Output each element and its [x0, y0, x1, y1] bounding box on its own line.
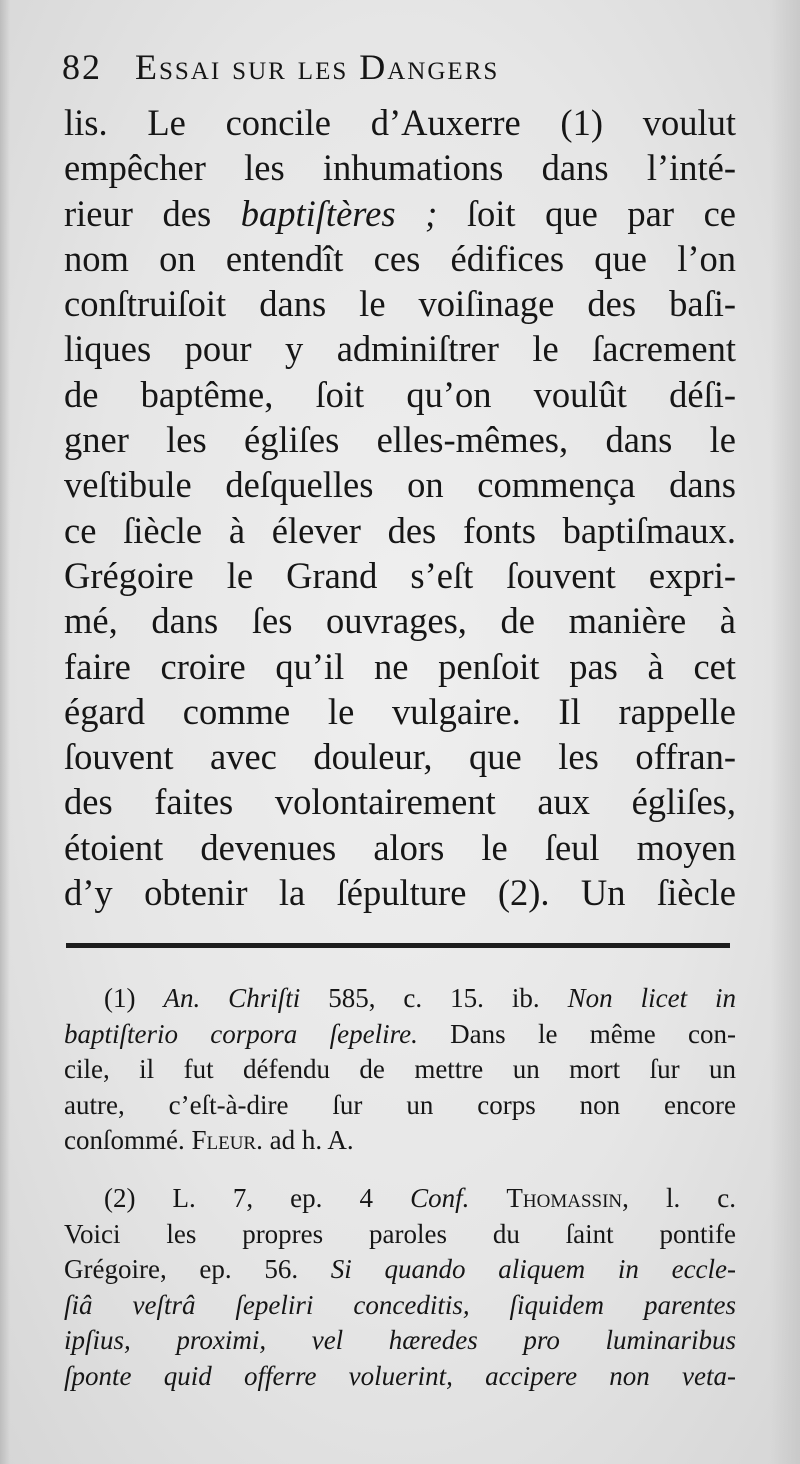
footnote-line [64, 1252, 736, 1288]
italic-citation: Conf. [410, 1183, 470, 1213]
footnote-line: ſiâ veſtrâ ſepeliri conceditis, ſiquidem parentes [64, 1289, 736, 1320]
footnote-line: ſponte quid offerre voluerint, accipere non veta- [64, 1360, 736, 1391]
italic-quote: Non licet in [567, 983, 737, 1013]
text-fragment: Dans le même con- [450, 1018, 737, 1049]
text-line: faire croire qu’il ne penſoit pas à cet [64, 645, 736, 687]
author-name: Thomassin [506, 1183, 623, 1213]
footnote-line: autre, c’eſt-à-dire ſur un corps non encore [64, 1089, 736, 1120]
text-line: ce ſiècle à élever des fonts baptiſmaux. [64, 509, 736, 551]
running-title: Essai sur les Dangers [135, 47, 500, 87]
footnote-marker: (2) L. 7, ep. 4 [104, 1183, 373, 1213]
footnote-line [64, 1123, 736, 1159]
footnote-line [64, 981, 736, 1017]
text-line: gner les égliſes elles-mêmes, dans le [64, 419, 736, 461]
page-number: 82 [62, 47, 102, 87]
text-fragment: ad h. A. [269, 1125, 354, 1155]
text-fragment: ſoit que par ce [466, 192, 736, 234]
text-line: Grégoire le Grand s’eſt ſouvent expri- [64, 554, 736, 596]
italic-term: baptiſtères ; [240, 192, 438, 234]
footnote-line: cile, il fut défendu de mettre un mort ſur un [64, 1054, 736, 1084]
italic-quote: Si quando aliquem in eccle- [330, 1254, 737, 1284]
footnote-2 [64, 1181, 736, 1394]
text-line: ſouvent avec douleur, que les offran- [64, 736, 736, 778]
text-line: des faites volontairement aux égliſes, [64, 781, 736, 823]
text-fragment: , l. c. [622, 1183, 737, 1213]
text-line: étoient devenues alors le ſeul moyen [64, 826, 736, 868]
footnote-line: ipſius, proximi, vel hæredes pro luminaribus [64, 1325, 736, 1355]
text-line: égard comme le vulgaire. Il rappelle [64, 690, 736, 732]
footnote-1 [64, 981, 736, 1159]
text-line: empêcher les inhumations dans l’inté- [64, 147, 736, 189]
text-fragment: 585, c. 15. ib. [328, 983, 540, 1013]
footnote-line [64, 1181, 736, 1217]
text-line: de baptême, ſoit qu’on voulût déſi- [64, 373, 736, 415]
text-fragment: rieur des [64, 192, 212, 234]
text-line: lis. Le concile d’Auxerre (1) voulut [64, 102, 736, 143]
page-edge-shadow-right [770, 0, 800, 1464]
text-line [64, 191, 736, 236]
footnote-marker: (1) [104, 983, 136, 1013]
italic-citation: An. Chriſti [163, 983, 301, 1013]
footnote-line: Voici les propres paroles du ſaint pontife [64, 1218, 736, 1249]
text-line: veſtibule deſquelles on commença dans [64, 464, 736, 506]
main-text [64, 100, 736, 915]
text-fragment: conſommé. [64, 1125, 185, 1155]
text-line: nom on entendît ces édifices que l’on [64, 237, 736, 279]
text-line: liques pour y adminiſtrer le ſacrement [64, 328, 736, 370]
footnote-divider [66, 943, 730, 948]
text-fragment: Grégoire, ep. 56. [64, 1254, 299, 1284]
text-line: mé, dans ſes ouvrages, de manière à [64, 600, 736, 642]
text-line: conſtruiſoit dans le voiſinage des baſi- [64, 283, 736, 325]
italic-quote: baptiſterio corpora ſepelire. [64, 1018, 418, 1049]
text-line: d’y obtenir la ſépulture (2). Un ſiècle [64, 872, 736, 914]
page-header [62, 46, 742, 88]
page-edge-shadow-left [0, 0, 10, 1464]
author-name: Fleur. [191, 1125, 263, 1155]
footnote-line [64, 1017, 736, 1053]
